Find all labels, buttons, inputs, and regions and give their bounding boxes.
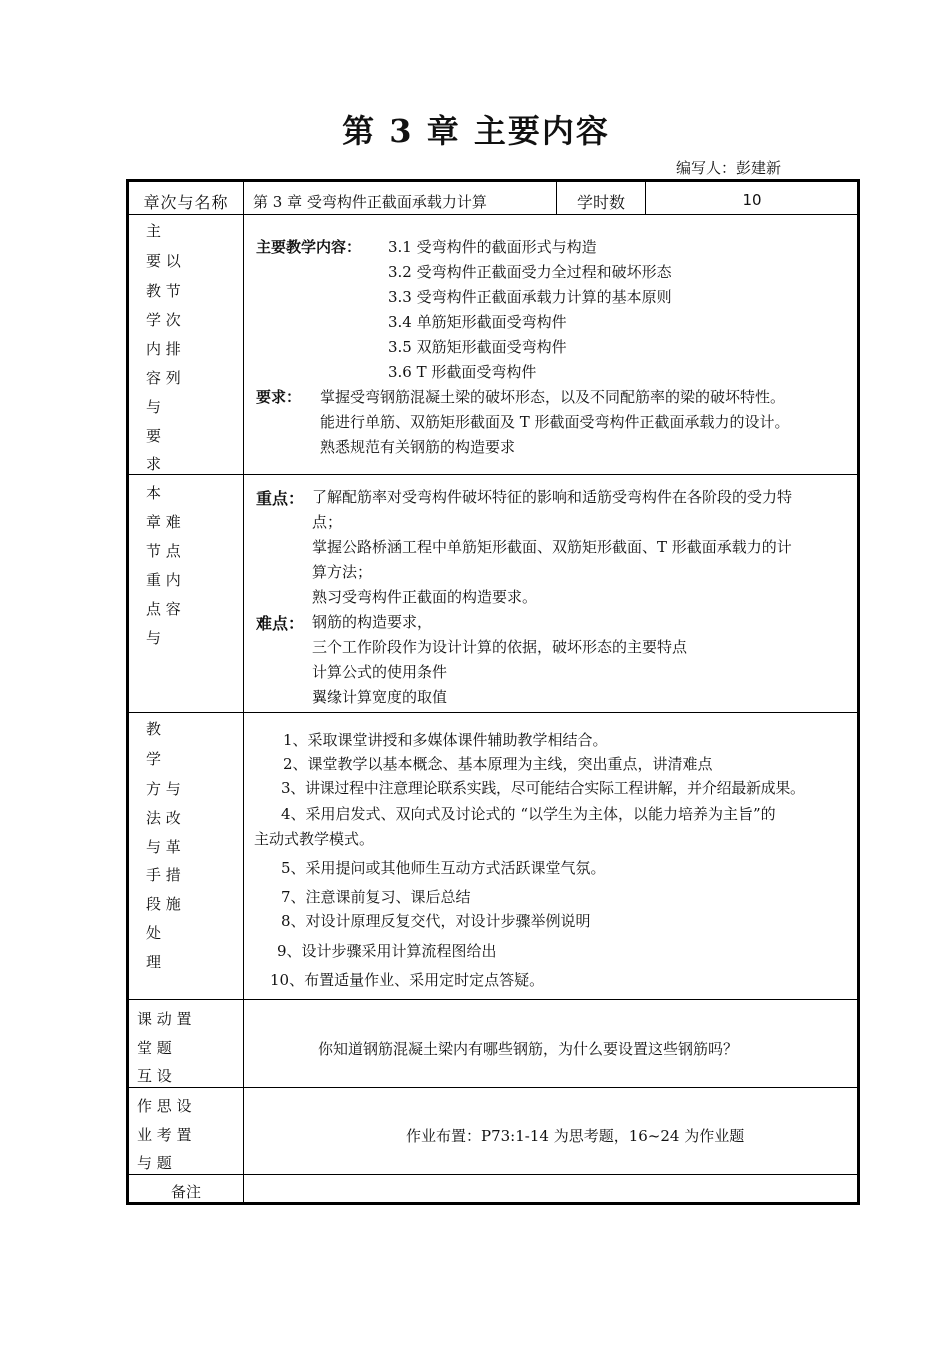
content-label-line: 教 节 <box>146 282 181 300</box>
methods-label-line: 处 <box>146 924 162 942</box>
content-label-line: 要 以 <box>146 252 181 270</box>
homework-label-line: 与 题 <box>137 1154 172 1172</box>
key-points-title: 重点： <box>256 489 305 508</box>
focus-label-line: 重 内 <box>146 571 181 589</box>
content-label-line: 容 列 <box>146 369 181 387</box>
difficulty-line: 翼缘计算宽度的取值 <box>312 688 448 706</box>
key-point-line: 点； <box>312 513 343 531</box>
focus-label-line: 章 难 <box>146 513 181 531</box>
content-label-line: 求 <box>146 455 162 473</box>
homework-label-line: 业 考 置 <box>137 1126 192 1144</box>
difficulty-line: 计算公式的使用条件 <box>312 663 448 681</box>
row-divider <box>126 999 860 1000</box>
methods-label-line: 段 施 <box>146 895 181 913</box>
method-line: 8、对设计原理反复交代，对设计步骤举例说明 <box>281 912 591 930</box>
methods-label-line: 手 措 <box>146 866 181 884</box>
method-line: 2、课堂教学以基本概念、基本原理为主线，突出重点，讲清难点 <box>283 755 713 773</box>
focus-label-line: 本 <box>146 484 162 502</box>
hours-label: 学时数 <box>576 193 625 212</box>
methods-label-line: 学 <box>146 750 162 768</box>
content-item: 3.2 受弯构件正截面受力全过程和破坏形态 <box>388 263 672 281</box>
method-line: 9、设计步骤采用计算流程图给出 <box>277 942 497 960</box>
interaction-question: 你知道钢筋混凝土梁内有哪些钢筋，为什么要设置这些钢筋吗？ <box>318 1040 739 1058</box>
content-item: 3.3 受弯构件正截面承载力计算的基本原则 <box>388 288 672 306</box>
requirement-line: 熟悉规范有关钢筋的构造要求 <box>320 438 516 456</box>
methods-label-line: 方 与 <box>146 780 181 798</box>
focus-label-line: 点 容 <box>146 600 181 618</box>
row-divider <box>126 214 860 215</box>
column-divider <box>243 180 244 1204</box>
requirements-title: 要求： <box>256 388 302 406</box>
difficulty-line: 钢筋的构造要求， <box>312 613 433 631</box>
requirement-line: 能进行单筋、双筋矩形截面及 T 形截面受弯构件正截面承载力的设计。 <box>320 413 790 431</box>
focus-label-line: 与 <box>146 629 162 647</box>
chapter-name: 第 3 章 受弯构件正截面承载力计算 <box>253 193 487 211</box>
content-label-line: 内 排 <box>146 340 181 358</box>
homework-label-line: 作 思 设 <box>137 1097 192 1115</box>
method-line: 4、采用启发式、双向式及讨论式的 “以学生为主体，以能力培养为主旨”的 <box>281 805 776 823</box>
content-item: 3.4 单筋矩形截面受弯构件 <box>388 313 567 331</box>
key-point-line: 了解配筋率对受弯构件破坏特征的影响和适筋受弯构件在各阶段的受力特 <box>312 488 793 506</box>
interaction-label-line: 互 设 <box>137 1067 172 1085</box>
method-line: 7、注意课前复习、课后总结 <box>281 888 471 906</box>
row-divider <box>126 1087 860 1088</box>
author-line: 编写人：彭建新 <box>676 159 782 177</box>
method-line: 5、采用提问或其他师生互动方式活跃课堂气氛。 <box>281 859 606 877</box>
method-line: 10、布置适量作业、采用定时定点答疑。 <box>270 971 545 989</box>
content-label-line: 要 <box>146 427 162 445</box>
methods-label-line: 法 改 <box>146 809 181 827</box>
methods-label-line: 教 <box>146 720 162 738</box>
requirement-line: 掌握受弯钢筋混凝土梁的破坏形态，以及不同配筋率的梁的破坏特性。 <box>320 388 786 406</box>
method-line: 3、讲课过程中注意理论联系实践，尽可能结合实际工程讲解，并介绍最新成果。 <box>281 779 805 797</box>
method-line: 主动式教学模式。 <box>254 830 375 848</box>
difficulties-title: 难点： <box>256 614 305 633</box>
row-divider <box>126 712 860 713</box>
row-divider <box>126 474 860 475</box>
interaction-label-line: 堂 题 <box>137 1039 172 1057</box>
key-point-line: 算方法； <box>312 563 373 581</box>
content-label-line: 与 <box>146 398 162 416</box>
content-label-line: 学 次 <box>146 311 181 329</box>
homework-assignment: 作业布置：P73:1-14 为思考题，16~24 为作业题 <box>406 1127 745 1145</box>
key-point-line: 熟习受弯构件正截面的构造要求。 <box>312 588 538 606</box>
main-content-title: 主要教学内容： <box>256 238 362 256</box>
page-title: 第 3 章 主要内容 <box>342 112 610 150</box>
focus-label-line: 节 点 <box>146 542 181 560</box>
hours-value: 10 <box>742 191 762 209</box>
content-label-line: 主 <box>146 222 162 240</box>
methods-label-line: 与 革 <box>146 838 181 856</box>
content-item: 3.5 双筋矩形截面受弯构件 <box>388 338 567 356</box>
method-line: 1、采取课堂讲授和多媒体课件辅助教学相结合。 <box>283 731 608 749</box>
remarks-label: 备注 <box>170 1183 201 1201</box>
difficulty-line: 三个工作阶段作为设计计算的依据，破坏形态的主要特点 <box>312 638 688 656</box>
content-item: 3.6 T 形截面受弯构件 <box>388 363 537 381</box>
methods-label-line: 理 <box>146 953 162 971</box>
row-divider <box>126 1174 860 1175</box>
key-point-line: 掌握公路桥涵工程中单筋矩形截面、双筋矩形截面、T 形截面承载力的计 <box>312 538 792 556</box>
interaction-label-line: 课 动 置 <box>137 1010 192 1028</box>
header-label: 章次与名称 <box>143 193 229 212</box>
content-item: 3.1 受弯构件的截面形式与构造 <box>388 238 597 256</box>
